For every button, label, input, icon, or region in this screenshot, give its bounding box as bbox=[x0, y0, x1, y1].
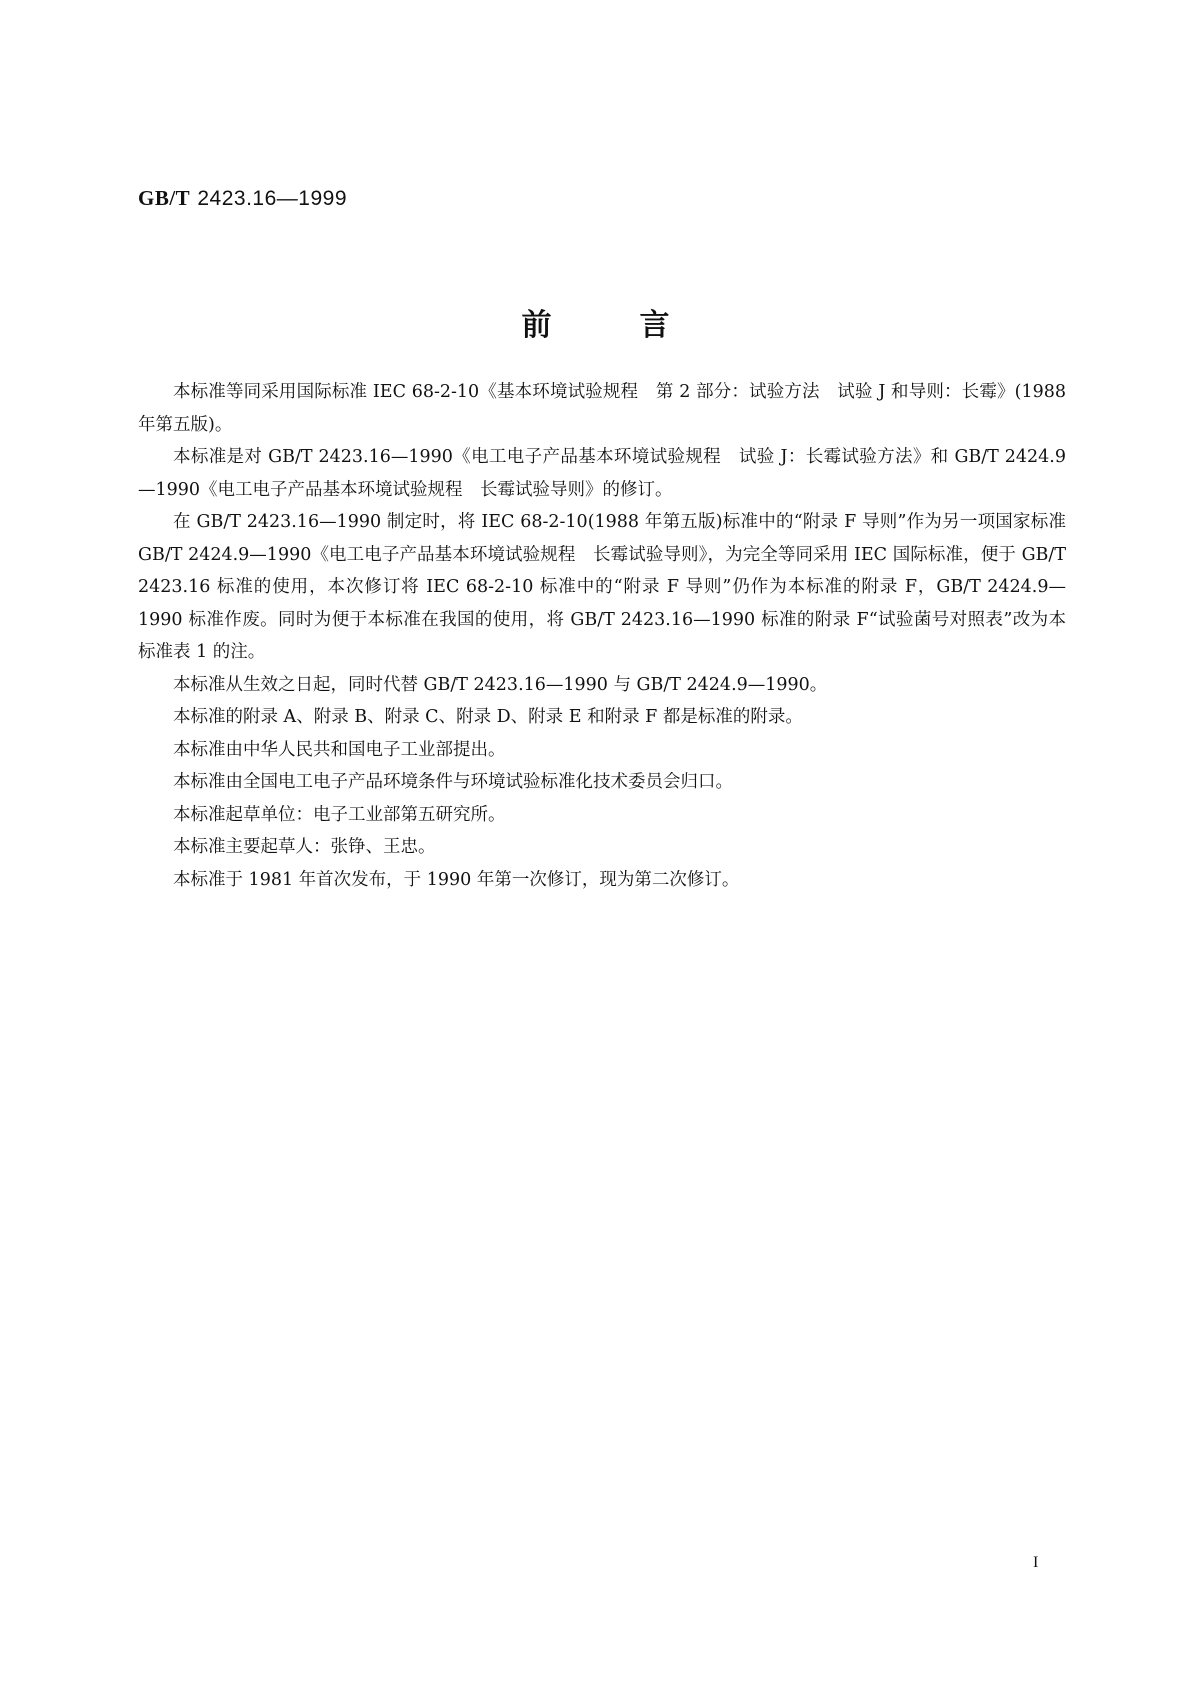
document-code bbox=[138, 186, 347, 211]
paragraph: 本标准的附录 A、附录 B、附录 C、附录 D、附录 E 和附录 F 都是标准的附录。 bbox=[173, 707, 803, 727]
paragraph: 本标准等同采用国际标准 IEC 68-2-10《基本环境试验规程 第 2 部分：试验方法 试验 J 和导则：长霉》(1988 年第五版)。 bbox=[138, 382, 1066, 435]
paragraph: 本标准由中华人民共和国电子工业部提出。 bbox=[173, 739, 506, 760]
document-code-number: 2423.16—1999 bbox=[197, 187, 348, 210]
document-code-prefix: GB/T bbox=[138, 186, 191, 210]
page-title: 前言 bbox=[521, 308, 758, 343]
paragraph: 本标准主要起草人：张铮、王忠。 bbox=[173, 837, 436, 857]
paragraph: 本标准是对 GB/T 2423.16—1990《电工电子产品基本环境试验规程 试验 J：长霉试验方法》和 GB/T 2424.9—1990《电工电子产品基本环境试验规程 长霉试验导则》的修订。 bbox=[138, 447, 1066, 500]
paragraph: 本标准由全国电工电子产品环境条件与环境试验标准化技术委员会归口。 bbox=[173, 772, 733, 792]
page-number: I bbox=[1033, 1554, 1039, 1571]
paragraph: 本标准从生效之日起，同时代替 GB/T 2423.16—1990 与 GB/T 2424.9—1990。 bbox=[173, 674, 828, 695]
paragraph: 本标准于 1981 年首次发布，于 1990 年第一次修订，现为第二次修订。 bbox=[173, 869, 740, 890]
paragraph: 在 GB/T 2423.16—1990 制定时，将 IEC 68-2-10(1988 年第五版)标准中的“附录 F 导则”作为另一项国家标准 GB/T 2424.9—1990《电工电子产品基本环境试验规程 长霉试验导则》，为完全等同采用 IEC 国际标准，便于 GB/T 2423.16 标准的使用，本次修订将 IEC 68-2-10 标准中的“附录 F 导则”仍作为本标准的附录 F，GB/T 2424.9—1990 标准作废。同时为便于本标准在我国的使用，将 GB/T 2423.16—1990 标准的附录 F“试验菌号对照表”改为本标准表 1 的注。 bbox=[138, 512, 1066, 662]
foreword-body bbox=[138, 376, 1066, 896]
paragraph: 本标准起草单位：电子工业部第五研究所。 bbox=[173, 804, 506, 825]
